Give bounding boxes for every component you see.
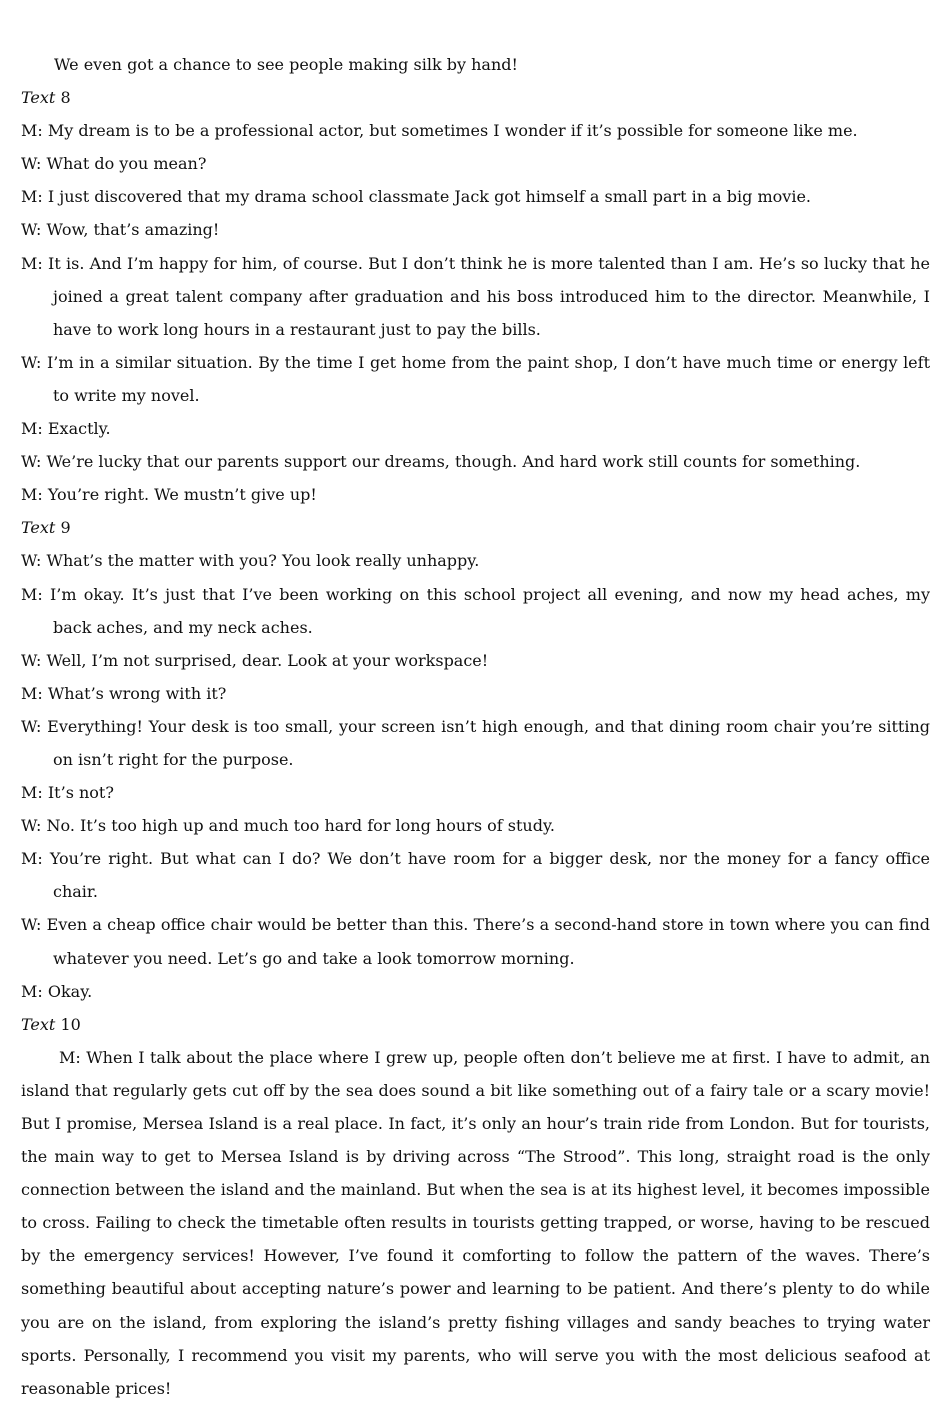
- dialogue-line: M: My dream is to be a professional actor, but sometimes I wonder if it’s possible for someone like me.: [21, 121, 858, 141]
- dialogue-line: M: Okay.: [21, 981, 93, 1001]
- text-label: Text: [21, 1014, 56, 1034]
- dialogue-line: W: Wow, that’s amazing!: [21, 220, 220, 240]
- text-9-heading: [21, 511, 930, 544]
- text-label: Text: [21, 88, 56, 108]
- text-number: 9: [60, 518, 71, 538]
- dialogue-line: W: Everything! Your desk is too small, your screen isn’t high enough, and that dining room chair you’re sitting on isn’t right for the purpose.: [21, 716, 930, 769]
- dialogue-line: M: It is. And I’m happy for him, of course. But I don’t think he is more talented than I am. He’s so lucky that he joined a great talent company after graduation and his boss introduced him to the director. Meanwhile, I have to work long hours in a restaurant just to pay the bills.: [21, 253, 930, 339]
- dialogue-line: M: I’m okay. It’s just that I’ve been working on this school project all evening, and now my head aches, my back aches, and my neck aches.: [21, 584, 930, 637]
- text-number: 8: [60, 88, 71, 108]
- dialogue-line: M: What’s wrong with it?: [21, 683, 227, 703]
- text-8-heading: [21, 81, 930, 114]
- dialogue-line: M: You’re right. But what can I do? We don’t have room for a bigger desk, nor the money for a fancy office chair.: [21, 849, 930, 902]
- monologue-paragraph: M: When I talk about the place where I grew up, people often don’t believe me at first. I have to admit, an island that regularly gets cut off by the sea does sound a bit like something out of a fairy tale or a scary movie! But I promise, Mersea Island is a real place. In fact, it’s only an hour’s train ride from London. But for tourists, the main way to get to Mersea Island is by driving across “The Strood”. This long, straight road is the only connection between the island and the mainland. But when the sea is at its highest level, it becomes impossible to cross. Failing to check the timetable often results in tourists getting trapped, or worse, having to be rescued by the emergency services! However, I’ve found it comforting to follow the pattern of the waves. There’s something beautiful about accepting nature’s power and learning to be patient. And there’s plenty to do while you are on the island, from exploring the island’s pretty fishing villages and sandy beaches to trying water sports. Personally, I recommend you visit my parents, who will serve you with the most delicious seafood at reasonable prices!: [21, 1047, 930, 1398]
- dialogue-line: W: Well, I’m not surprised, dear. Look at your workspace!: [21, 650, 489, 670]
- text-label: Text: [21, 518, 56, 538]
- dialogue-line: W: I’m in a similar situation. By the time I get home from the paint shop, I don’t have much time or energy left to write my novel.: [21, 352, 930, 405]
- continued-line: We even got a chance to see people making silk by hand!: [54, 55, 518, 74]
- dialogue-line: M: You’re right. We mustn’t give up!: [21, 485, 317, 505]
- dialogue-line: W: Even a cheap office chair would be better than this. There’s a second-hand store in town where you can find whatever you need. Let’s go and take a look tomorrow morning.: [21, 915, 930, 968]
- text-number: 10: [60, 1014, 81, 1034]
- dialogue-line: W: No. It’s too high up and much too hard for long hours of study.: [21, 816, 555, 836]
- dialogue-line: W: What’s the matter with you? You look really unhappy.: [21, 551, 480, 571]
- dialogue-line: M: Exactly.: [21, 419, 111, 439]
- dialogue-line: W: We’re lucky that our parents support our dreams, though. And hard work still counts for something.: [21, 452, 861, 472]
- dialogue-line: M: I just discovered that my drama school classmate Jack got himself a small part in a big movie.: [21, 187, 811, 207]
- document-body: [21, 48, 930, 1405]
- dialogue-line: M: It’s not?: [21, 783, 114, 803]
- dialogue-line: W: What do you mean?: [21, 154, 207, 174]
- text-10-heading: [21, 1008, 930, 1041]
